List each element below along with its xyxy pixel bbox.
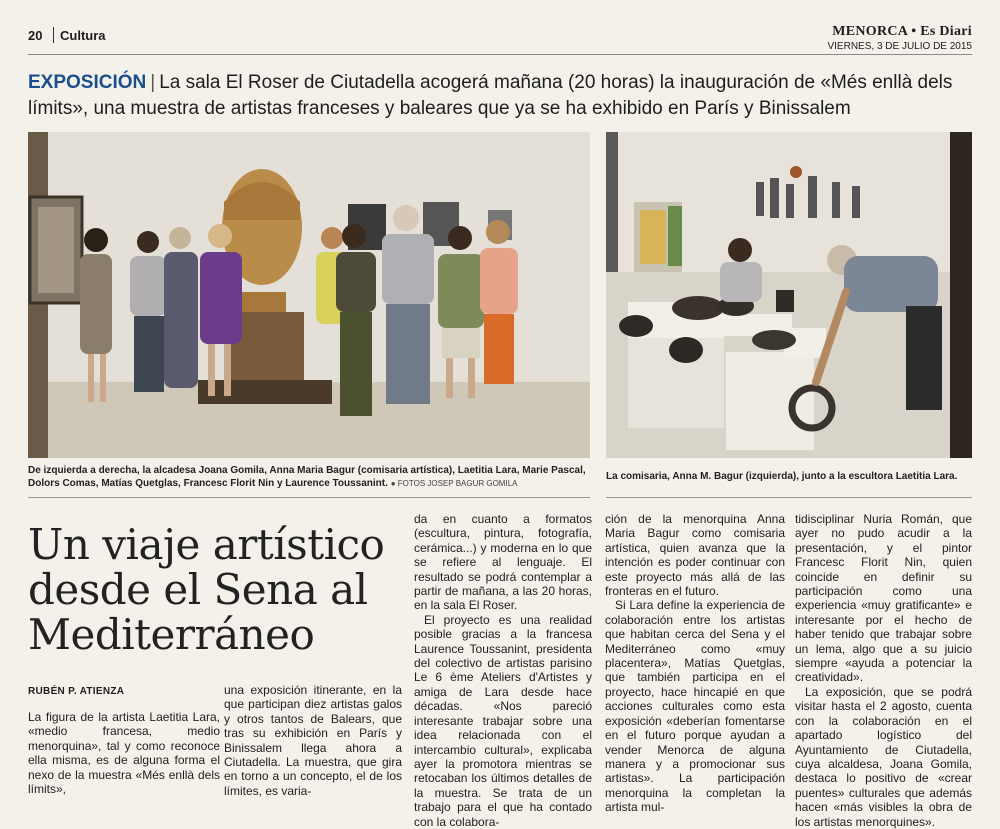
kicker-tag: EXPOSICIÓN [28,72,147,93]
group-photo [28,132,590,458]
paragraph: La exposición, que se podrá visitar hasta el 2 agosto, cuenta con la colaboración en el apartado logístico del Ayuntamiento de Ciutadella, cuya alcaldesa, Joana Gomila, destaca lo positivo de «crear puentes» culturales que además hacen «más visibles la obra de los artistas menorquines». [795,684,972,829]
paragraph: Si Lara define la experiencia de colaboración entre los artistas que habitan cerca del Sena y el Mediterráneo como «muy placentera», Matías Quetglas, que también participa en el proyecto, hace hincapié en que acciones culturales como esta exposición «deberían fomentarse en el futuro porque ayudan a vender Menorca de alguna manera y a promocionar sus artistas». La participación menorquina la completan la artista mul- [605,598,785,815]
caption-text: De izquierda a derecha, la alcadesa Joana Gomila, Anna Maria Bagur (comisaria artística), Laetitia Lara, Marie Pascal, Dolors Comas, Matías Quetglas, Francesc Florit Nin y Laurence Toussanint. [28,465,586,489]
curator-photo-caption: La comisaria, Anna M. Bagur (izquierda), junto a la escultora Laetitia Lara. [606,471,958,482]
photo-credit: FOTOS JOSEP BAGUR GOMILA [397,479,518,488]
paragraph: tidisciplinar Nuria Román, que ayer no pudo acudir a la presentación, y el pintor Francesc Florit Nin, quien coincide en definir su participación como una experiencia «muy gratificante» e interesante por el hecho de haber tenido que trabajar sobre un lema, algo que a su juicio siempre «ayuda a potenciar la creatividad». [795,512,972,685]
kicker-text: La sala El Roser de Ciutadella acogerá mañana (20 horas) la inauguración de «Més enllà dels límits», una muestra de artistas franceses y baleares que ya se ha exhibido en París y Binissalem [28,72,953,119]
page-header [28,22,972,55]
paragraph: La figura de la artista Laetitia Lara, «medio francesa, medio menorquina», tal y como reconoce ella misma, es de alguna forma el nexo de la muestra «Més enllà dels límits», [28,710,220,797]
page-number: 20 [28,28,43,43]
article-column-1 [28,710,220,796]
caption-divider-left [28,497,590,498]
paragraph: da en cuanto a formatos (escultura, pintura, fotografía, cerámica...) y moderna en lo que se refiere al lenguaje. El resultado se podrá contemplar a partir de mañana, a las 20 horas, en la sala El Roser. [414,512,592,613]
paragraph: ción de la menorquina Anna Maria Bagur como comisaria artística, quien avanza que la intención es poder continuar con este proyecto más allá de las fronteras en el futuro. [605,512,785,599]
article-column-5 [795,512,972,829]
kicker-divider: | [150,72,156,93]
masthead-title: MENORCA • Es Diari [832,24,972,39]
byline: RUBÉN P. ATIENZA [28,686,125,697]
kicker [28,70,972,122]
group-photo-illustration [28,132,590,458]
curator-photo-illustration [606,132,972,458]
article-column-2 [224,683,402,798]
curator-photo [606,132,972,458]
group-photo-caption [28,464,590,490]
paragraph: una exposición itinerante, en la que participan diez artistas galos y otros tantos de Balears, que tras su exhibición en París y Binissalem llega ahora a Ciutadella. La muestra, que gira en torno a un concepto, el de los límites, es varia- [224,683,402,798]
section-name: Cultura [60,28,106,43]
article-column-3 [414,512,592,829]
masthead [827,24,972,52]
article-headline: Un viaje artístico desde el Sena al Mediterráneo [28,520,385,659]
issue-date: VIERNES, 3 DE JULIO DE 2015 [827,41,972,52]
paragraph: El proyecto es una realidad posible gracias a la francesa Laurence Toussanint, presidenta del colectivo de artistas parisino Le 6 ème Ateliers d'Artistes y amiga de Lara desde hace décadas. «Nos pareció interesante trabajar sobre una idea relacionada con el intercambio cultural», explicaba ayer la promotora mientras se retocaban los últimos detalles de la muestra. Se trata de un trabajo para el que ha contado con la colabora- [414,612,592,829]
article-column-4 [605,512,785,815]
header-divider [53,27,54,43]
photo-credit-icon: ● [390,479,398,488]
caption-divider-right [606,497,972,498]
